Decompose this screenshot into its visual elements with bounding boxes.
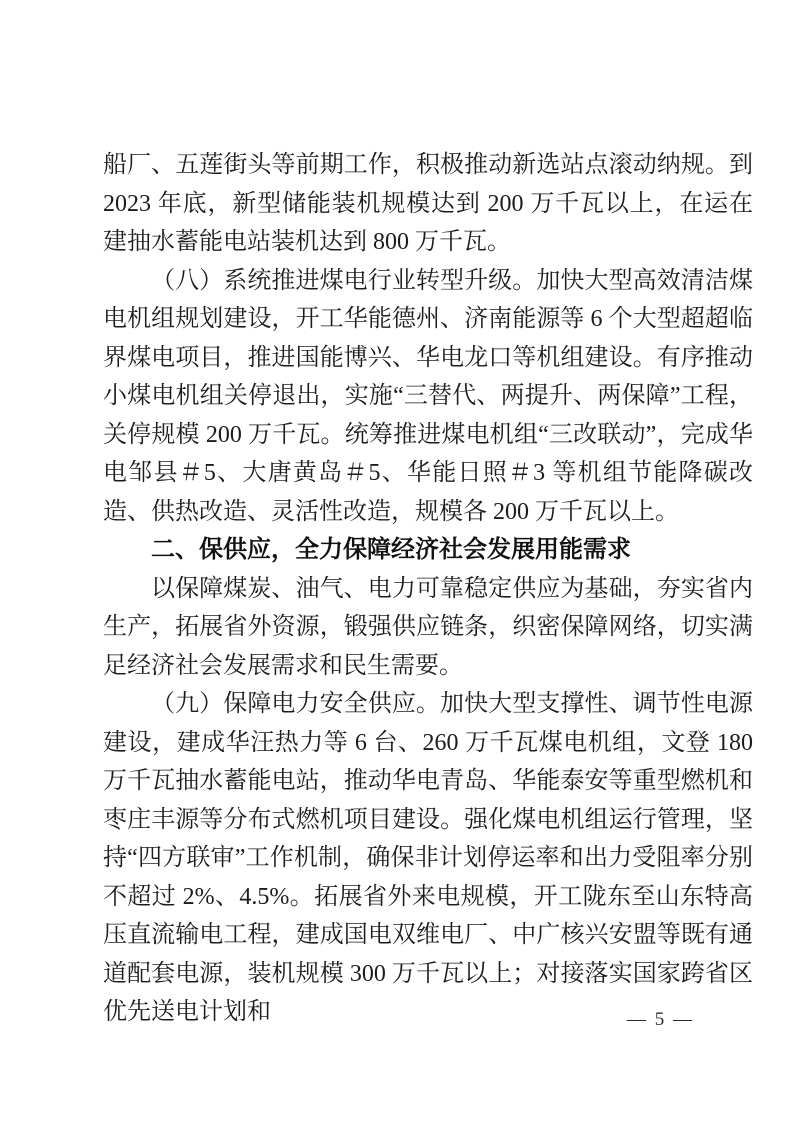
page-number: — 5 — [627,1009,694,1030]
paragraph-text: 加快大型高效清洁煤电机组规划建设，开工华能德州、济南能源等 6 个大型超超临界煤电项目，推进国能博兴、华电龙口等机组建设。有序推动小煤电机组关停退出，实施“三替代、两提升、两保障”工程，关停规模 200 万千瓦。统筹推进煤电机组“三改联动”，完成华电邹县＃5、大唐黄岛＃5、华能日照＃3 等机组节能降碳改造、供热改造、灵活性改造，规模各 200 万千瓦以上。 [103,267,754,525]
paragraph-lead: （九）保障电力安全供应。 [151,691,440,717]
page-footer [627,1006,694,1034]
paragraph-lead: （八）系统推进煤电行业转型升级。 [151,267,537,294]
document-body [103,146,753,1032]
paragraph-text: 船厂、五莲街头等前期工作，积极推动新选站点滚动纳规。到 2023 年底，新型储能装机规模达到 200 万千瓦以上，在运在建抽水蓄能电站装机达到 800 万千瓦。 [103,152,753,255]
paragraph-text: 加快大型支撑性、调节性电源建设，建成华汪热力等 6 台、260 万千瓦煤电机组，文登 180 万千瓦抽水蓄能电站，推动华电青岛、华能泰安等重型燃机和枣庄丰源等分布式燃机项目建设。强化煤电机组运行管理，坚持“四方联审”工作机制，确保非计划停运率和出力受阻率分别不超过 2%、4.5%。拓展省外来电规模，开工陇东至山东特高压直流输电工程，建成国电双维电厂、中广核兴安盟等既有通道配套电源，装机规模 300 万千瓦以上；对接落实国家跨省区优先送电计划和 [103,691,753,1025]
paragraph-item-9 [103,685,753,1032]
paragraph-text: 以保障煤炭、油气、电力可靠稳定供应为基础，夯实省内生产，拓展省外资源，锻强供应链条，织密保障网络，切实满足经济社会发展需求和民生需要。 [103,575,753,679]
paragraph-section-intro [103,570,753,686]
paragraph-item-8 [103,262,753,532]
paragraph-continued [103,146,753,262]
section-heading: 二、保供应，全力保障经济社会发展用能需求 [151,536,631,563]
